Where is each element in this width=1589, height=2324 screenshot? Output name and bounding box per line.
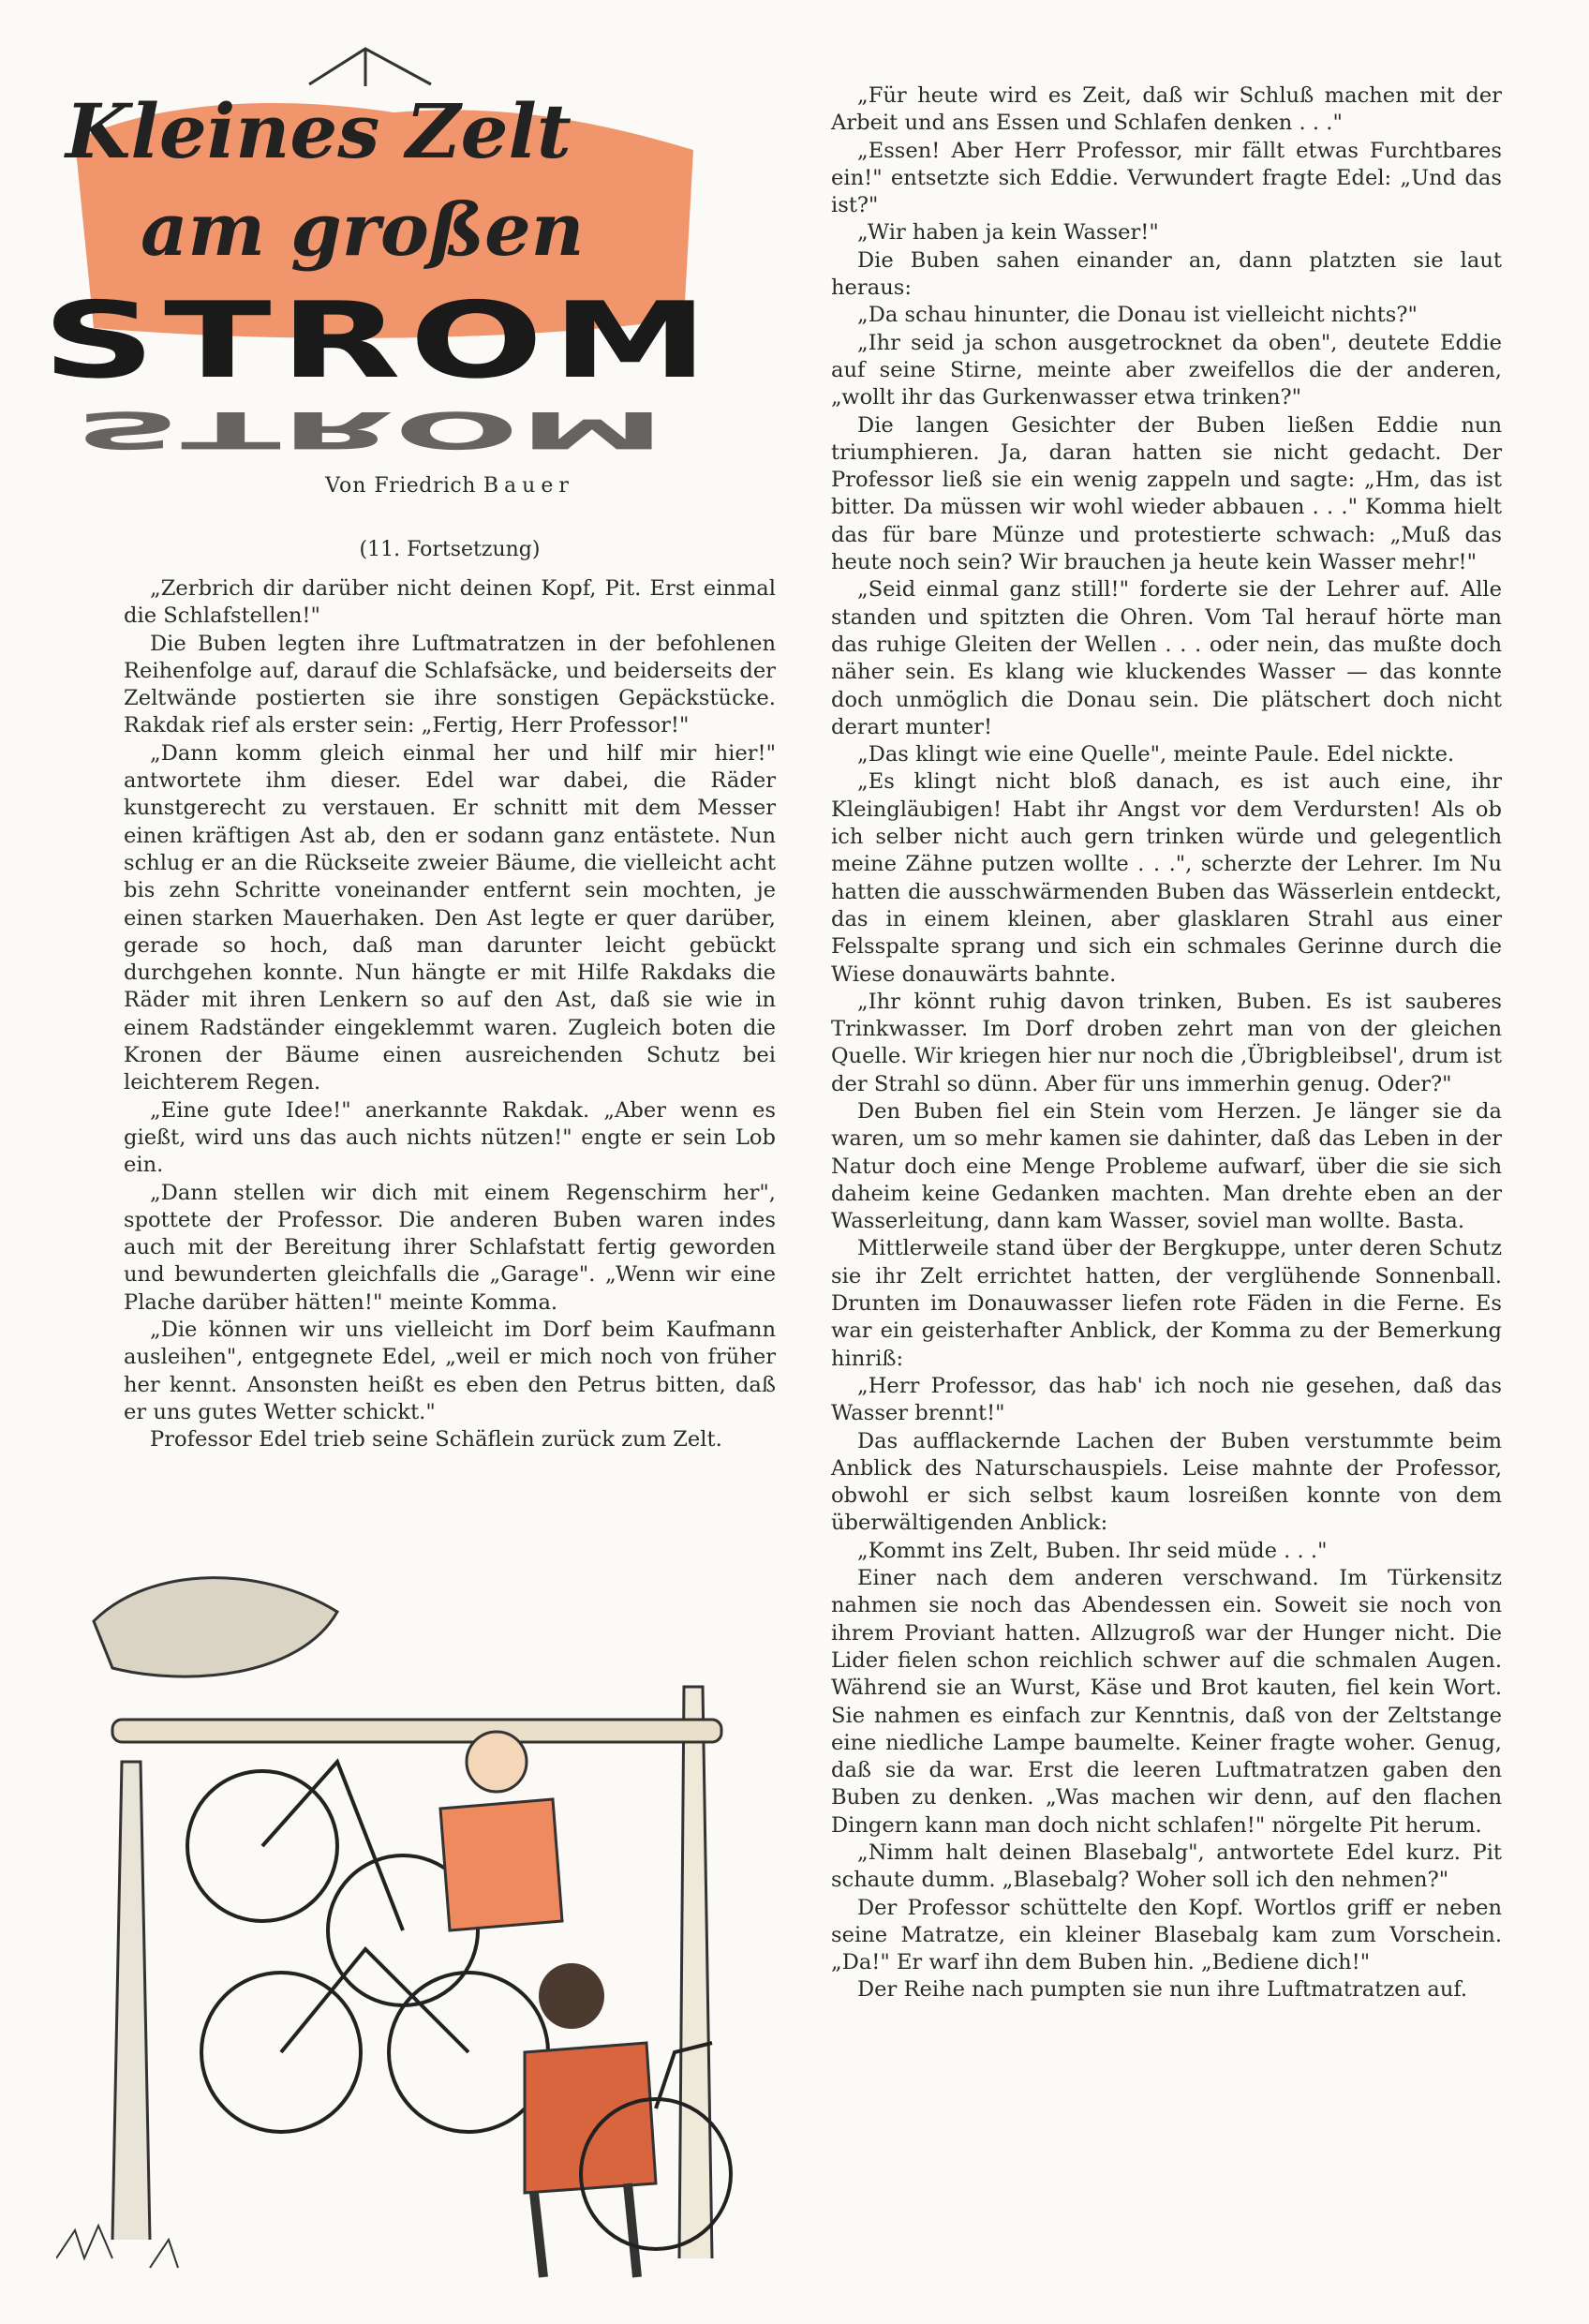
- paragraph: Professor Edel trieb seine Schäflein zurück zum Zelt.: [150, 1427, 722, 1452]
- branch-bar: [112, 1720, 721, 1742]
- paragraph: „Kommt ins Zelt, Buben. Ihr seid müde . . .": [857, 1538, 1328, 1563]
- paragraph: „Es klingt nicht bloß danach, es ist auch eine, ihr Kleingläubigen! Habt ihr Angst vor dem Verdursten! Als ob ich selber nicht auch gern trinken würde und gelegentlich meine Zähne putzen wollte . . .", scherzte der Lehrer. Im Nu hatten die ausschwärmenden Buben das Wässerlein entdeckt, das in einem kleinen, aber glasklaren Strahl aus einer Felsspalte sprang und sich ein schmales Gerinne durch die Wiese donauwärts bahnte.: [831, 769, 1502, 987]
- paragraph: „Für heute wird es Zeit, daß wir Schluß machen mit der Arbeit und ans Essen und Schlafen denken . . .": [831, 83, 1502, 136]
- paragraph: Der Reihe nach pumpten sie nun ihre Luftmatratzen auf.: [857, 1977, 1468, 2003]
- right-column-text: [831, 82, 1502, 2004]
- paragraph: „Da schau hinunter, die Donau ist vielleicht nichts?": [857, 303, 1418, 328]
- paragraph: „Eine gute Idee!" anerkannte Rakdak. „Aber wenn es gießt, wird uns das auch nichts nützen!" engte er sein Lob ein.: [124, 1097, 776, 1178]
- bicycle-illustration: [56, 1527, 796, 2296]
- paragraph: „Ihr seid ja schon ausgetrocknet da oben", deutete Eddie auf seine Stirne, meinte aber zweifellos die der anderen, „wollt ihr das Gurkenwasser etwa trinken?": [831, 330, 1502, 410]
- byline-author-first: Friedrich: [374, 474, 476, 498]
- article-title-logo: [37, 47, 721, 464]
- tent-icon: [309, 49, 431, 86]
- svg-text:STROM: STROM: [75, 400, 665, 459]
- paragraph: Die langen Gesichter der Buben ließen Eddie nun triumphieren. Ja, daran hatten sie nicht gedacht. Der Professor ließ sie ein wenig zappeln und sagte: „Hm, das ist bitter. Da müssen wir wohl wieder abbauen . . ." Komma hielt das für bare Münze und protestierte schwach: „Muß das heute noch sein? Wir brauchen ja heute kein Wasser mehr!": [831, 412, 1502, 575]
- title-reflection: [75, 400, 665, 459]
- paragraph: „Dann komm gleich einmal her und hilf mir hier!" antwortete ihm dieser. Edel war dabei, die Räder kunstgerecht zu verstauen. Er schnitt mit dem Messer einen kräftigen Ast ab, den er sodann ganz entästete. Nun schlug er an die Rückseite zweier Bäume, die vielleicht acht bis zehn Schritte voneinander entfernt sein mochten, je einen starken Mauerhaken. Den Ast legte er quer darüber, gerade so hoch, daß man darunter leicht gebückt durchgehen konnte. Nun hängte er mit Hilfe Rakdaks die Räder mit ihren Lenkern so auf den Ast, daß sie wie in einem Radständer eingeklemmt waren. Zugleich boten die Kronen der Bäume einen ausreichenden Schutz bei leichterem Regen.: [124, 740, 776, 1095]
- paragraph: „Seid einmal ganz still!" forderte sie der Lehrer auf. Alle standen und spitzten die Ohren. Vom Tal herauf hörte man das ruhige Gleiten der Wellen . . . oder nein, das mußte doch näher sein. Es klang wie kluckendes Wasser — das konnte doch unmöglich die Donau sein. Die plätschert doch nicht derart munter!: [831, 577, 1502, 739]
- paragraph: „Das klingt wie eine Quelle", meinte Paule. Edel nickte.: [857, 742, 1455, 767]
- title-line2: am großen: [141, 187, 585, 273]
- paragraph: Der Professor schüttelte den Kopf. Wortlos griff er neben seine Matratze, ein kleiner Blasebalg kam zum Vorschein. „Da!" Er warf ihn dem Buben hin. „Bediene dich!": [831, 1895, 1502, 1975]
- left-column-text: [124, 575, 776, 1454]
- paragraph: „Essen! Aber Herr Professor, mir fällt etwas Furchtbares ein!" entsetzte sich Eddie. Verwundert fragte Edel: „Und das ist?": [831, 138, 1502, 218]
- paragraph: Einer nach dem anderen verschwand. Im Türkensitz nahmen sie noch das Abendessen ein. Soweit sie noch von ihrem Proviant hatten. Allzugroß war der Hunger nicht. Die Lider fielen schon reichlich schwer auf die schmalen Augen. Während sie an Wurst, Käse und Brot kauten, fiel kein Wort. Sie nahmen es einfach zur Kenntnis, daß von der Zeltstange eine niedliche Lampe baumelte. Keiner fragte woher. Genug, daß sie da war. Erst die leeren Luftmatratzen gaben den Buben zu denken. „Was machen wir denn, auf den flachen Dingern kann man doch nicht schlafen!" nörgelte Pit herum.: [831, 1566, 1502, 1838]
- paragraph: Die Buben legten ihre Luftmatratzen in der befohlenen Reihenfolge auf, darauf die Schlafsäcke, und beiderseits der Zeltwände postierten sie ihre sonstigen Gepäckstücke. Rakdak rief als erster sein: „Fertig, Herr Professor!": [124, 631, 776, 738]
- byline: [122, 474, 778, 498]
- paragraph: „Ihr könnt ruhig davon trinken, Buben. Es ist sauberes Trinkwasser. Im Dorf droben zehrt man von der gleichen Quelle. Wir kriegen hier nur noch die ‚Übrigbleibsel', drum ist der Strahl so dünn. Aber für uns immerhin genug. Oder?": [831, 989, 1502, 1096]
- paragraph: „Nimm halt deinen Blasebalg", antwortete Edel kurz. Pit schaute dumm. „Blasebalg? Woher soll ich den nehmen?": [831, 1840, 1502, 1893]
- byline-author-last: Bauer: [483, 474, 574, 498]
- paragraph: „Die können wir uns vielleicht im Dorf beim Kaufmann ausleihen", entgegnete Edel, „weil er mich noch von früher her kennt. Ansonsten heißt es eben den Petrus bitten, daß er uns gutes Wetter schickt.": [124, 1318, 776, 1424]
- boy-checkered-shirt: [525, 1963, 656, 2277]
- title-line3: STROM: [42, 280, 717, 402]
- paragraph: „Dann stellen wir dich mit einem Regenschirm her", spottete der Professor. Die anderen Buben waren indes auch mit der Bereitung ihrer Schlafstatt fertig geworden und bewunderten gleichfalls die „Garage". „Wenn wir eine Plache darüber hätten!" meinte Komma.: [124, 1180, 776, 1315]
- paragraph: Das aufflackernde Lachen der Buben verstummte beim Anblick des Naturschauspiels. Leise mahnte der Professor, obwohl er sich selbst kaum losreißen konnte von dem überwältigenden Anblick:: [831, 1428, 1502, 1536]
- sequel-note: (11. Fortsetzung): [359, 538, 541, 561]
- paragraph: „Wir haben ja kein Wasser!": [857, 220, 1159, 246]
- paragraph: „Zerbrich dir darüber nicht deinen Kopf, Pit. Erst einmal die Schlafstellen!": [124, 576, 776, 629]
- paragraph: „Herr Professor, das hab' ich noch nie gesehen, daß das Wasser brennt!": [831, 1373, 1502, 1426]
- boy-red-shirt: [440, 1732, 562, 1930]
- paragraph: Den Buben fiel ein Stein vom Herzen. Je länger sie da waren, um so mehr kamen sie dahinter, daß das Leben in der Natur doch eine Menge Probleme aufwarf, über die sie sich daheim keine Gedanken machten. Man drehte eben an der Wasserleitung, dann kam Wasser, soviel man wollte. Basta.: [831, 1098, 1502, 1234]
- paragraph: Mittlerweile stand über der Bergkuppe, unter deren Schutz sie ihr Zelt errichtet hatten, der verglühende Sonnenball. Drunten im Donauwasser liefen rote Fäden in die Ferne. Es war ein geisterhafter Anblick, der Komma zu der Bemerkung hinriß:: [831, 1236, 1502, 1371]
- byline-prefix: Von: [325, 474, 367, 498]
- paragraph: Die Buben sahen einander an, dann platzten sie laut heraus:: [831, 247, 1502, 301]
- title-line1: Kleines Zelt: [66, 87, 572, 175]
- tree-right: [679, 1687, 712, 2258]
